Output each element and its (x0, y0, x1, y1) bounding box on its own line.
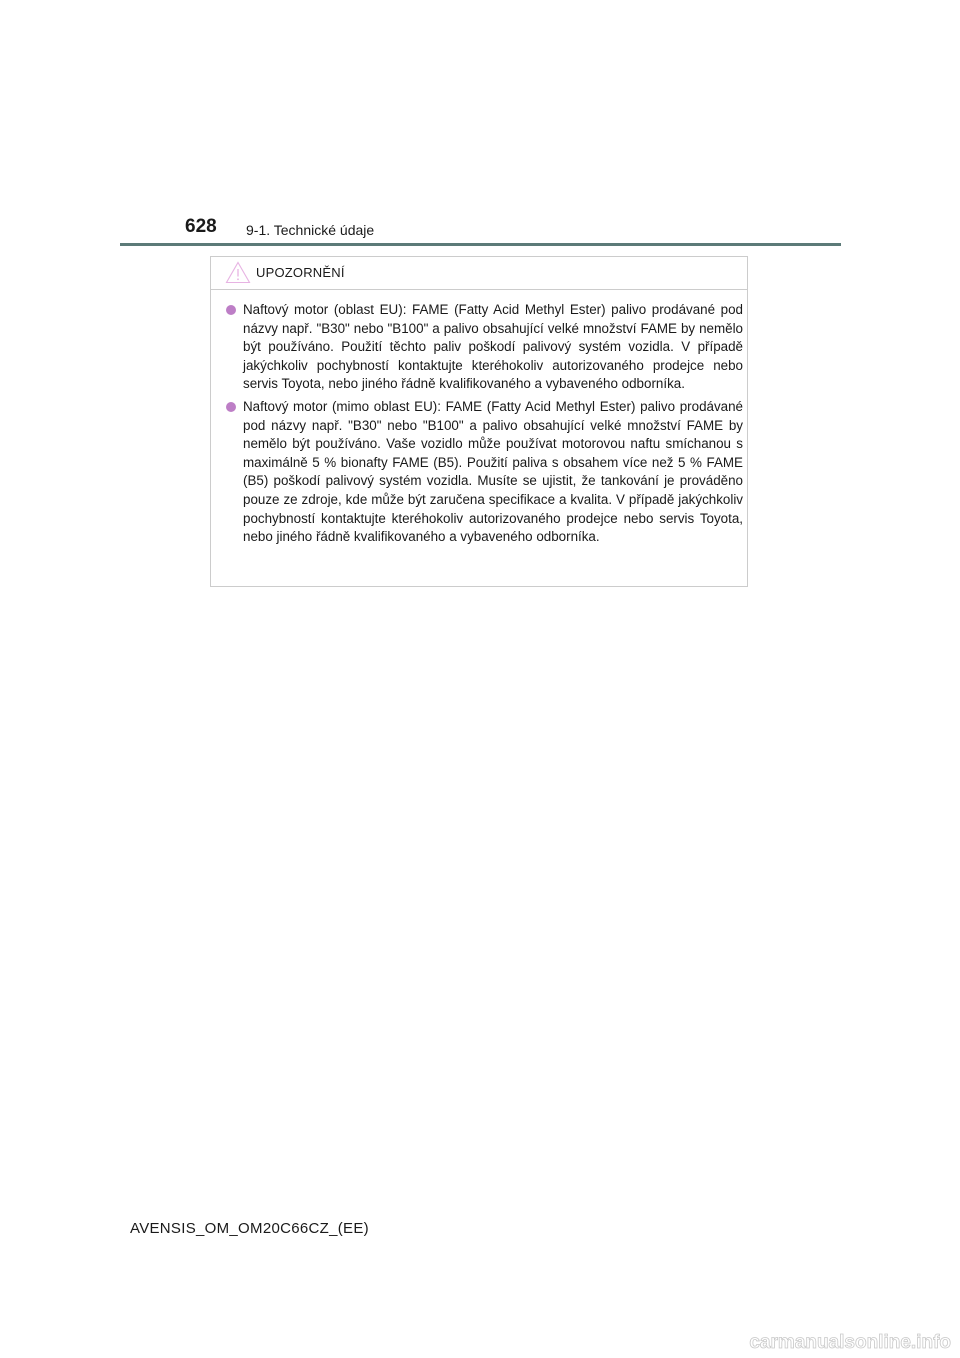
caution-box (210, 256, 748, 587)
watermark-text: carmanualsonline.info (749, 1332, 951, 1353)
caution-item (225, 301, 743, 394)
caution-title: UPOZORNĚNÍ (256, 265, 345, 280)
header-rule (120, 243, 841, 246)
caution-item (225, 398, 743, 547)
bullet-icon (226, 305, 236, 315)
caution-header (211, 257, 747, 290)
bullet-icon (226, 402, 236, 412)
page-number: 628 (185, 216, 217, 237)
watermark-logo (720, 1328, 952, 1354)
section-title: 9-1. Technické údaje (246, 222, 375, 238)
warning-triangle-icon (225, 261, 251, 284)
document-code: AVENSIS_OM_OM20C66CZ_(EE) (130, 1220, 369, 1237)
caution-item-text: Naftový motor (mimo oblast EU): FAME (Fatty Acid Methyl Ester) palivo prodávané pod názvy např. "B30" nebo "B100" a palivo obsahující velké množství FAME by nemělo být používáno. Vaše vozidlo může používat motorovou naftu smíchanou s maximálně 5 % bionafty FAME (B5). Použití paliva s obsahem více než 5 % FAME (B5) poškodí palivový systém vozidla. Musíte se ujistit, že tankování je prováděno pouze ze zdroje, kde může být zaručena specifikace a kvalita. V případě jakýchkoliv pochybností kontaktujte kteréhokoliv autorizovaného prodejce nebo servis Toyota, nebo jiného řádně kvalifikovaného a vybaveného odborníka. (243, 398, 743, 545)
caution-list (225, 301, 743, 551)
caution-item-text: Naftový motor (oblast EU): FAME (Fatty Acid Methyl Ester) palivo prodávané pod názvy např. "B30" nebo "B100" a palivo obsahující velké množství FAME by nemělo být používáno. Použití těchto paliv poškodí palivový systém vozidla. V případě jakýchkoliv pochybností kontaktujte kteréhokoliv autorizovaného prodejce nebo servis Toyota, nebo jiného řádně kvalifikovaného a vybaveného odborníka. (243, 302, 743, 392)
